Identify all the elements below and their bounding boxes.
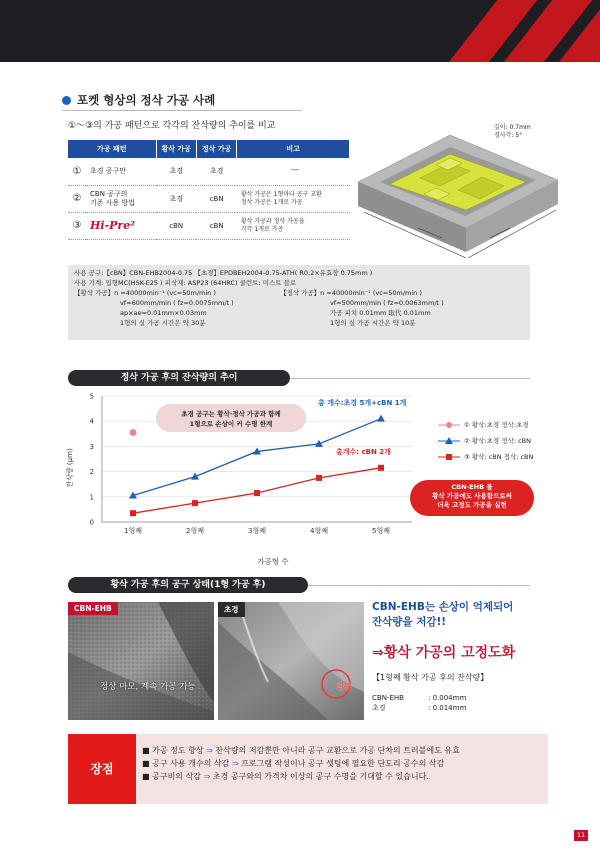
x-tick-label: 2형째 <box>186 527 204 535</box>
total-count-pattern2: 총 개수:초경 5개+cBN 1개 <box>318 399 407 407</box>
spec-finish-time: 1형의 실 가공 시간은 약 10분 <box>330 319 416 327</box>
chart-banner: 정삭 가공 후의 잔삭량의 추이 <box>68 370 290 386</box>
bullet-dot-icon <box>62 96 71 105</box>
col-header-finish: 정삭 가공 <box>196 140 236 158</box>
pocket-model-illustration <box>358 120 558 270</box>
x-tick-label: 5형째 <box>372 527 390 535</box>
callout-carbide <box>156 404 306 432</box>
spec-finish-pitch: 가공 피치 0.01mm 取代 0.01mm <box>330 309 431 317</box>
machining-conditions-box <box>68 265 530 340</box>
section-title-text: 포켓 형상의 정삭 가공 사례 <box>77 93 216 107</box>
photo-tag: 초경 <box>218 602 245 617</box>
row-note: 황삭 가공은 1형마다 공구 교환 정삭 가공은 1개로 가공 <box>237 185 350 212</box>
spec-finish-feed: vf=500mm/min ( fz=0.0063mm/t ) <box>330 299 444 307</box>
spec-rough-time: 1형의 실 가공 시간은 약 30분 <box>120 319 206 327</box>
y-tick-label: 5 <box>89 392 94 401</box>
x-axis-label: 가공형 수 <box>257 557 289 566</box>
legend-item <box>438 452 533 461</box>
arrow-icon: ⇒ <box>203 772 211 781</box>
arrow-icon: ⇒ <box>231 759 239 768</box>
merit-detail: 프로그램 작성이나 공구 셋팅에 필요한 단도리 공수의 삭감 <box>241 759 445 768</box>
data-point <box>377 415 385 422</box>
legend-marker-circle-icon <box>438 421 460 429</box>
residual-stock-chart <box>60 390 420 570</box>
y-tick-label: 2 <box>89 468 94 477</box>
spec-rough-head: 【황삭 가공】n =40000min⁻¹ (vc=50m/min ) <box>74 289 216 297</box>
row-finish: 초경 <box>196 158 236 185</box>
legend-label: ③ 황삭: cBN 정삭: cBN <box>464 453 534 461</box>
result-line1: CBN-EHB는 손상이 억제되어 <box>372 601 514 613</box>
row-note: ── <box>237 158 350 185</box>
list-item: ■ 공구 사용 개수의 삭감 ⇒ 프로그램 작성이나 공구 셋팅에 필요한 단도리 공수의 삭감 <box>142 759 445 768</box>
x-tick-label: 3형째 <box>248 527 266 535</box>
y-tick-label: 1 <box>89 493 94 502</box>
legend-item <box>438 420 533 429</box>
result-values <box>372 693 466 713</box>
chart-legend <box>438 420 533 468</box>
result-value: : 0.004mm <box>428 694 467 702</box>
hi-pre-logo: Hi-Pre² <box>86 212 156 239</box>
list-item: ■ 공구비의 삭감 ⇒ 초경 공구와의 가격차 이상의 공구 수명을 기대할 수 있습니다. <box>142 772 429 781</box>
row-rough: 초경 <box>156 185 196 212</box>
page-number: 11 <box>574 830 588 841</box>
row-pattern: CBN 공구의 기존 사용 방법 <box>86 185 156 212</box>
col-header-note: 비고 <box>237 140 350 158</box>
merit-topic: 공구비의 삭감 <box>152 772 202 781</box>
legend-marker-square-icon <box>438 453 460 461</box>
legend-item <box>438 436 533 445</box>
spec-machine: 사용 기계: 입형MC(HSK-E25 ) 피삭재: ASP23 (64HRC) 쿨런트: 미스트 블로 <box>74 279 297 287</box>
merits-list <box>142 744 460 783</box>
row-number: ② <box>68 185 86 212</box>
merit-topic: 가공 정도 향상 <box>152 746 204 755</box>
table-row <box>68 158 350 185</box>
data-point <box>130 510 136 516</box>
data-point <box>254 490 260 496</box>
row-number: ③ <box>68 212 86 239</box>
spec-finish-head: 【정삭 가공】n =40000min⁻¹ (vc=50m/min ) <box>280 289 422 297</box>
table-header-row <box>68 140 350 158</box>
result-value: : 0.014mm <box>428 704 467 712</box>
result-tool: CBN-EHB <box>372 694 404 702</box>
row-number: ① <box>68 158 86 185</box>
pattern-table <box>68 140 350 240</box>
x-tick-label: 1형째 <box>124 527 142 535</box>
page-header-band <box>0 0 600 62</box>
row-finish: cBN <box>196 185 236 212</box>
callout-carbide-line2: 1형으로 손상이 커 수명 한계 <box>189 420 273 428</box>
photo-banner: 황삭 가공 후의 공구 상태(1형 가공 후) <box>68 577 308 593</box>
photo-cbn-ehb <box>68 602 214 720</box>
arrow-icon: ⇒ <box>206 746 213 755</box>
result-row <box>372 693 466 703</box>
section-title <box>62 92 215 108</box>
section-rule <box>62 110 302 111</box>
data-point <box>130 429 137 436</box>
photo-carbide <box>218 602 364 720</box>
photo-tag: CBN-EHB <box>68 602 118 615</box>
x-tick-label: 4형째 <box>310 527 328 535</box>
table-row <box>68 185 350 212</box>
comparison-description: ①～③의 가공 패턴으로 각각의 잔삭량의 추이를 비교 <box>68 121 276 131</box>
result-line2: 잔삭량을 저감!! <box>372 616 447 628</box>
result-heading <box>372 600 513 630</box>
data-point <box>378 465 384 471</box>
photo-caption-chipping: 결손 <box>336 682 353 692</box>
data-point <box>192 500 198 506</box>
table-row <box>68 212 350 239</box>
merit-detail: 초경 공구와의 가격차 이상의 공구 수명을 기대할 수 있습니다. <box>212 772 429 781</box>
callout-cbn <box>410 480 534 516</box>
merit-detail: 잔삭량의 저감뿐만 아니라 공구 교환으로 가공 단차의 트러블에도 유효 <box>215 746 460 755</box>
col-header-rough: 황삭 가공 <box>156 140 196 158</box>
result-tool: 초경 <box>372 704 386 712</box>
list-item: ■ 가공 정도 향상 ⇒ 잔삭량의 저감뿐만 아니라 공구 교환으로 가공 단차의 트러블에도 유효 <box>142 746 460 755</box>
spec-tools: 사용 공구:【cBN】CBN-EHB2004-0.75 【초경】EPDBEH2004-0.75-ATH( R0.2×유효장 0.75mm ) <box>74 269 373 277</box>
spec-rough-depth: ap×ae=0.01mm×0.03mm <box>120 309 207 317</box>
row-pattern: 초경 공구만 <box>86 158 156 185</box>
data-point <box>316 475 322 481</box>
result-conclusion: ⇒황삭 가공의 고정도화 <box>372 645 516 661</box>
row-rough: 초경 <box>156 158 196 185</box>
y-tick-label: 0 <box>89 518 94 527</box>
row-finish: cBN <box>196 212 236 239</box>
sem-image-cbn <box>68 602 214 720</box>
y-tick-label: 3 <box>89 442 94 451</box>
merits-label: 장점 <box>68 734 136 804</box>
merits-box <box>68 734 548 804</box>
legend-label: ② 황삭:초경 정삭: cBN <box>464 437 531 445</box>
model-note <box>494 124 531 140</box>
sem-image-carbide <box>218 602 364 720</box>
callout-carbide-line1: 초경 공구는 황삭·정삭 가공과 함께 <box>181 410 281 418</box>
result-subheading: 【1형째 황삭 가공 후의 잔삭량】 <box>372 673 489 682</box>
depth-label: 깊이: 0.7mm <box>494 124 531 131</box>
callout-cbn-text: CBN-EHB 를 황삭 가공에도 사용함으로써 더욱 고정도 가공을 실현 <box>432 483 512 509</box>
y-axis-label: 잔삭량 (μm) <box>66 448 74 488</box>
merit-topic: 공구 사용 개수의 삭감 <box>152 759 230 768</box>
legend-marker-triangle-icon <box>438 437 460 445</box>
row-note: 황삭 가공과 정삭 가공을 각각 1개로 가공 <box>237 212 350 239</box>
banner-rule <box>308 585 530 586</box>
spec-rough-feed: vf=600mm/min ( fz=0.0075mm/t ) <box>120 299 234 307</box>
row-rough: cBN <box>156 212 196 239</box>
photo-caption: 정상 마모, 계속 가공 가능 <box>100 682 196 692</box>
slope-label: 경사각: 5° <box>494 132 523 139</box>
col-header-pattern: 가공 패턴 <box>68 140 156 158</box>
y-tick-label: 4 <box>89 417 94 426</box>
result-row <box>372 703 466 713</box>
total-count-pattern3: 총개수: cBN 2개 <box>336 448 391 456</box>
banner-rule <box>290 378 530 379</box>
legend-label: ① 황삭:초경 정삭:초경 <box>464 421 529 429</box>
